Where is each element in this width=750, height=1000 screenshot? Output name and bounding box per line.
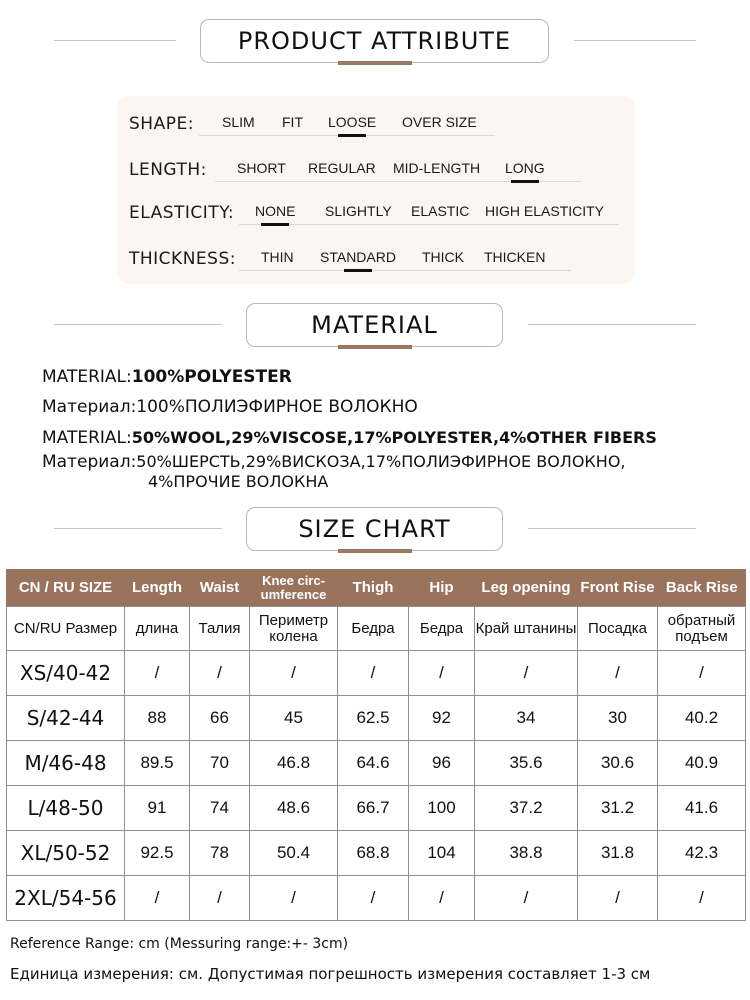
measurement-cell: 92	[409, 696, 475, 741]
attribute-option-selected: LOOSE	[328, 114, 377, 130]
measurement-cell: 40.9	[658, 741, 746, 786]
size-cell: S/42-44	[7, 696, 125, 741]
measurement-cell: /	[125, 876, 190, 921]
measurement-cell: 37.2	[475, 786, 578, 831]
measurement-cell: 31.2	[578, 786, 658, 831]
attribute-row-elasticity	[129, 195, 629, 225]
material-key: MATERIAL:	[42, 367, 132, 387]
column-header-line: Knee circ-	[262, 572, 325, 588]
footer-note-en: Reference Range: cm (Messuring range:+- 3cm)	[10, 936, 349, 952]
measurement-cell: /	[475, 876, 578, 921]
material-value: 50%ШЕРСТЬ,29%ВИСКОЗА,17%ПОЛИЭФИРНОЕ ВОЛОКНО,	[136, 452, 626, 471]
section-title-text: PRODUCT ATTRIBUTE	[237, 27, 512, 55]
measurement-cell: /	[338, 876, 409, 921]
size-cell: XL/50-52	[7, 831, 125, 876]
material-line	[42, 397, 418, 417]
attribute-row-length	[129, 152, 619, 182]
size-cell: L/48-50	[7, 786, 125, 831]
column-header-ru: Талия	[190, 607, 250, 651]
column-header: Thigh	[338, 569, 409, 607]
attribute-option-selected: NONE	[255, 203, 296, 219]
column-header: Waist	[190, 569, 250, 607]
material-key: Материал:	[42, 397, 137, 417]
measurement-cell: 62.5	[338, 696, 409, 741]
material-value: 100%POLYESTER	[131, 367, 292, 387]
measurement-cell: /	[409, 876, 475, 921]
measurement-cell: 70	[190, 741, 250, 786]
size-chart-table	[6, 569, 746, 921]
column-header: Leg opening	[475, 569, 578, 607]
material-line	[42, 367, 292, 387]
measurement-cell: /	[190, 651, 250, 696]
material-line	[42, 452, 626, 472]
column-header: Hip	[409, 569, 475, 607]
column-header: Back Rise	[658, 569, 746, 607]
measurement-cell: /	[658, 876, 746, 921]
material-key: Материал:	[42, 452, 137, 472]
attribute-label: ELASTICITY:	[129, 203, 235, 223]
material-value: 100%ПОЛИЭФИРНОЕ ВОЛОКНО	[136, 397, 418, 417]
table-header-row	[7, 569, 746, 607]
table-row	[7, 651, 746, 696]
accent-bar	[338, 61, 412, 65]
measurement-cell: 40.2	[658, 696, 746, 741]
section-title-text: SIZE CHART	[298, 515, 451, 543]
attribute-option: THICKEN	[484, 249, 546, 265]
material-line	[42, 428, 657, 448]
measurement-cell: 42.3	[658, 831, 746, 876]
attribute-option: HIGH ELASTICITY	[485, 203, 605, 219]
measurement-cell: 66	[190, 696, 250, 741]
divider-line	[54, 324, 222, 325]
attribute-option: FIT	[282, 114, 303, 130]
size-cell: 2XL/54-56	[7, 876, 125, 921]
material-line-continued	[148, 472, 328, 491]
column-header: Front Rise	[578, 569, 658, 607]
attribute-label: THICKNESS:	[129, 249, 236, 269]
measurement-cell: /	[338, 651, 409, 696]
measurement-cell: /	[250, 651, 338, 696]
section-title-text: MATERIAL	[311, 311, 438, 339]
divider-line	[574, 40, 696, 41]
section-title-product-attribute	[200, 19, 549, 63]
measurement-cell: 30.6	[578, 741, 658, 786]
column-header-ru: длина	[125, 607, 190, 651]
table-row	[7, 786, 746, 831]
table-header-row-ru	[7, 607, 746, 651]
divider-line	[528, 528, 696, 529]
column-header-ru: Бедра	[409, 607, 475, 651]
column-header-ru: CN/RU Размер	[7, 607, 125, 651]
measurement-cell: 30	[578, 696, 658, 741]
measurement-cell: 41.6	[658, 786, 746, 831]
attribute-row-shape	[129, 106, 619, 136]
measurement-cell: 88	[125, 696, 190, 741]
attribute-option: SHORT	[237, 160, 286, 176]
column-header-ru: Край штанины	[475, 607, 578, 651]
attribute-option: THICK	[422, 249, 464, 265]
column-header-ru: Посадка	[578, 607, 658, 651]
attribute-option: SLIGHTLY	[325, 203, 392, 219]
measurement-cell: /	[250, 876, 338, 921]
measurement-cell: /	[475, 651, 578, 696]
material-key: MATERIAL:	[42, 428, 132, 448]
measurement-cell: 100	[409, 786, 475, 831]
measurement-cell: 66.7	[338, 786, 409, 831]
attribute-rule	[239, 270, 571, 271]
measurement-cell: 74	[190, 786, 250, 831]
measurement-cell: 45	[250, 696, 338, 741]
section-title-size-chart	[246, 507, 503, 551]
measurement-cell: 31.8	[578, 831, 658, 876]
measurement-cell: /	[125, 651, 190, 696]
size-cell: XS/40-42	[7, 651, 125, 696]
attribute-option-selected: STANDARD	[320, 249, 396, 265]
material-value: 4%ПРОЧИЕ ВОЛОКНА	[148, 472, 329, 491]
measurement-cell: /	[409, 651, 475, 696]
attribute-option: REGULAR	[308, 160, 376, 176]
attribute-rule	[239, 224, 619, 225]
accent-bar	[338, 345, 412, 349]
column-header-ru: Бедра	[338, 607, 409, 651]
table-row	[7, 741, 746, 786]
measurement-cell: /	[578, 876, 658, 921]
column-header: Length	[125, 569, 190, 607]
divider-line	[54, 40, 176, 41]
attribute-label: SHAPE:	[129, 114, 194, 134]
measurement-cell: 89.5	[125, 741, 190, 786]
measurement-cell: 38.8	[475, 831, 578, 876]
attribute-option: MID-LENGTH	[393, 160, 481, 176]
table-row	[7, 831, 746, 876]
column-header	[250, 569, 338, 607]
measurement-cell: 92.5	[125, 831, 190, 876]
attribute-option: THIN	[261, 249, 294, 265]
divider-line	[528, 324, 696, 325]
table-row	[7, 696, 746, 741]
attribute-row-thickness	[129, 241, 629, 271]
column-header-ru: обратный подъем	[658, 607, 746, 651]
measurement-cell: 104	[409, 831, 475, 876]
divider-line	[54, 528, 222, 529]
measurement-cell: 96	[409, 741, 475, 786]
table-row	[7, 876, 746, 921]
measurement-cell: 48.6	[250, 786, 338, 831]
attribute-option-selected: LONG	[505, 160, 545, 176]
footer-note-ru: Единица измерения: см. Допустимая погрешность измерения составляет 1-3 см	[10, 965, 651, 983]
measurement-cell: 68.8	[338, 831, 409, 876]
column-header-line: umference	[260, 586, 327, 602]
measurement-cell: 34	[475, 696, 578, 741]
attribute-option: ELASTIC	[411, 203, 470, 219]
measurement-cell: 35.6	[475, 741, 578, 786]
material-value: 50%WOOL,29%VISCOSE,17%POLYESTER,4%OTHER FIBERS	[131, 428, 657, 447]
attribute-label: LENGTH:	[129, 160, 207, 180]
attribute-panel	[117, 96, 635, 284]
accent-bar	[338, 549, 412, 553]
measurement-cell: /	[658, 651, 746, 696]
measurement-cell: 46.8	[250, 741, 338, 786]
measurement-cell: 91	[125, 786, 190, 831]
size-cell: M/46-48	[7, 741, 125, 786]
measurement-cell: /	[190, 876, 250, 921]
column-header: CN / RU SIZE	[7, 569, 125, 607]
measurement-cell: 78	[190, 831, 250, 876]
measurement-cell: 64.6	[338, 741, 409, 786]
attribute-option: OVER SIZE	[402, 114, 477, 130]
measurement-cell: /	[578, 651, 658, 696]
measurement-cell: 50.4	[250, 831, 338, 876]
section-title-material	[246, 303, 503, 347]
column-header-ru: Периметр колена	[250, 607, 338, 651]
attribute-option: SLIM	[222, 114, 255, 130]
